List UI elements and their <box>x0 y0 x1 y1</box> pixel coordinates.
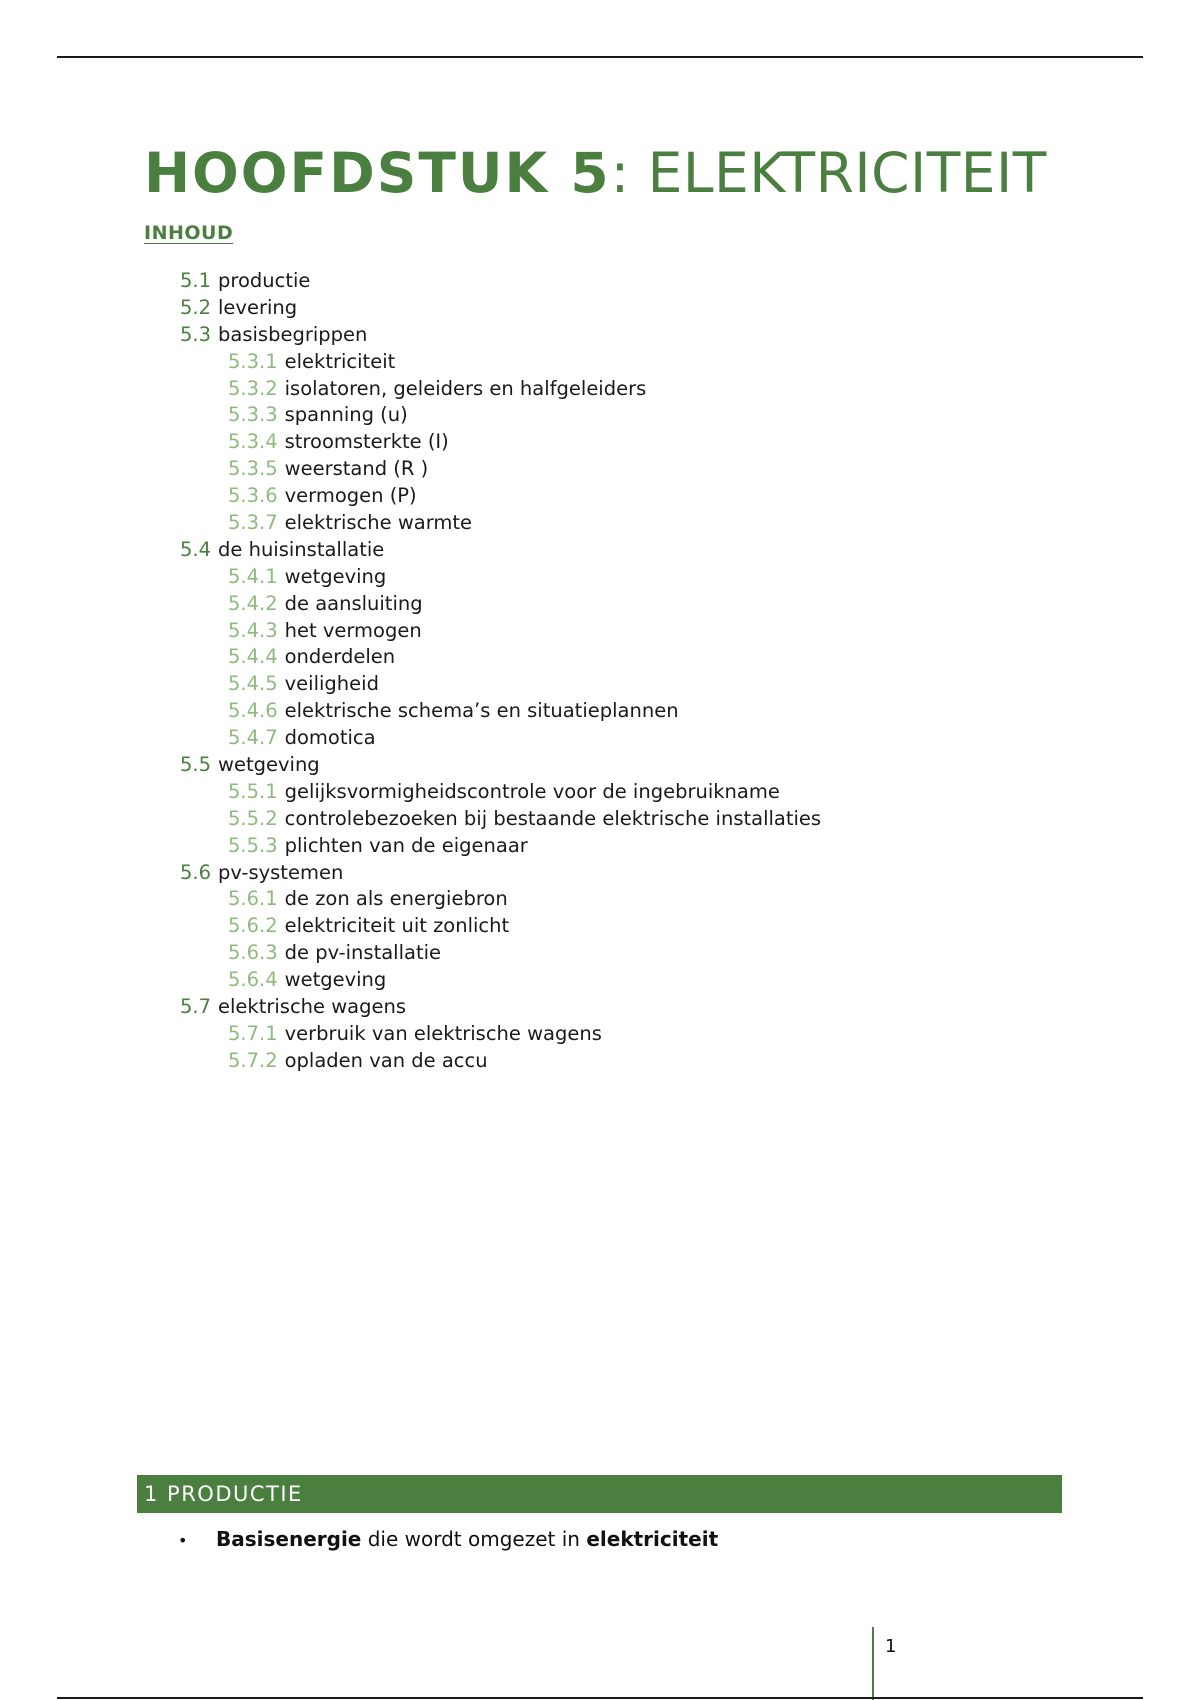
header-rule <box>57 56 1143 58</box>
toc-item-number: 5.2 <box>180 295 212 319</box>
toc-item-label: vermogen (P) <box>284 484 417 508</box>
toc-item-label: wetgeving <box>284 564 387 588</box>
toc-item-label: wetgeving <box>218 753 320 777</box>
toc-item-label: weerstand (R ) <box>284 457 429 481</box>
toc-item-number: 5.3.3 <box>228 403 278 427</box>
chapter-title-subject: : ELEKTRICITEIT <box>610 141 1047 205</box>
toc-item-number: 5.4.2 <box>228 591 278 615</box>
toc-item-label: elektriciteit uit zonlicht <box>284 914 510 938</box>
footer-divider <box>872 1627 874 1700</box>
toc-item-number: 5.7 <box>180 995 212 1019</box>
toc-item-number: 5.7.2 <box>228 1048 278 1072</box>
toc-item-label: de huisinstallatie <box>218 537 385 561</box>
bold-term: Basisenergie <box>216 1527 362 1551</box>
toc-item-label: de pv-installatie <box>284 941 442 965</box>
toc-item-label: spanning (u) <box>284 403 408 427</box>
toc-item[interactable] <box>0 886 1200 913</box>
chapter-title <box>144 138 1047 208</box>
toc-item[interactable] <box>0 295 1200 322</box>
toc-item[interactable] <box>0 779 1200 806</box>
toc-item[interactable] <box>0 967 1200 994</box>
toc-item[interactable] <box>0 1021 1200 1048</box>
toc-item-label: isolatoren, geleiders en halfgeleiders <box>284 376 647 400</box>
toc-item[interactable] <box>0 376 1200 403</box>
toc-item-label: elektrische wagens <box>218 995 407 1019</box>
toc-item-label: stroomsterkte (I) <box>284 430 449 454</box>
toc-item[interactable] <box>0 698 1200 725</box>
toc-item[interactable] <box>0 644 1200 671</box>
toc-item[interactable] <box>0 752 1200 779</box>
bold-term: elektriciteit <box>586 1527 719 1551</box>
toc-item-number: 5.4.6 <box>228 699 278 723</box>
toc-item-label: wetgeving <box>284 968 387 992</box>
toc-item-number: 5.3.2 <box>228 376 278 400</box>
toc-item-label: basisbegrippen <box>218 322 368 346</box>
toc-item-label: het vermogen <box>284 618 422 642</box>
toc-item-number: 5.3.7 <box>228 511 278 535</box>
toc-item[interactable] <box>0 994 1200 1021</box>
toc-item-number: 5.4.5 <box>228 672 278 696</box>
bullet-text: die wordt omgezet in <box>361 1527 587 1551</box>
toc-item-label: elektrische schema’s en situatieplannen <box>284 699 679 723</box>
toc-item[interactable] <box>0 833 1200 860</box>
toc-item[interactable] <box>0 268 1200 295</box>
toc-item-label: elektriciteit <box>284 349 396 373</box>
toc-item-number: 5.6.2 <box>228 914 278 938</box>
toc-item-label: domotica <box>284 726 376 750</box>
toc-item-number: 5.6.4 <box>228 968 278 992</box>
toc-item[interactable] <box>0 564 1200 591</box>
toc-item[interactable] <box>0 483 1200 510</box>
chapter-title-number: HOOFDSTUK 5 <box>144 141 611 205</box>
toc-item-number: 5.5.3 <box>228 833 278 857</box>
toc-item-label: productie <box>218 269 311 292</box>
toc-item-number: 5.4 <box>180 537 212 561</box>
toc-item-number: 5.5 <box>180 753 212 777</box>
footer-rule <box>57 1697 1143 1699</box>
toc-item-number: 5.4.3 <box>228 618 278 642</box>
section-heading-bar: 1 PRODUCTIE <box>137 1475 1062 1513</box>
toc-item-number: 5.4.1 <box>228 564 278 588</box>
toc-item-label: onderdelen <box>284 645 396 669</box>
toc-item[interactable] <box>0 1048 1200 1075</box>
toc-item-number: 5.3.1 <box>228 349 278 373</box>
toc-item-number: 5.3.6 <box>228 484 278 508</box>
toc-item-number: 5.3.4 <box>228 430 278 454</box>
toc-item[interactable] <box>0 618 1200 645</box>
toc-item[interactable] <box>0 349 1200 376</box>
toc-item[interactable] <box>0 725 1200 752</box>
toc-item-label: controlebezoeken bij bestaande elektrische installaties <box>284 806 822 830</box>
toc-item-number: 5.3 <box>180 322 212 346</box>
toc-item[interactable] <box>0 429 1200 456</box>
toc-item-number: 5.4.4 <box>228 645 278 669</box>
toc-item[interactable] <box>0 322 1200 349</box>
toc-item-label: de aansluiting <box>284 591 423 615</box>
toc-item-label: levering <box>218 295 298 319</box>
toc-item[interactable] <box>0 806 1200 833</box>
toc-item[interactable] <box>0 913 1200 940</box>
toc-item-label: de zon als energiebron <box>284 887 508 911</box>
toc-item-label: verbruik van elektrische wagens <box>284 1021 602 1045</box>
toc-item-number: 5.1 <box>180 269 212 292</box>
toc-item-label: opladen van de accu <box>284 1048 488 1072</box>
toc-item[interactable] <box>0 456 1200 483</box>
toc-item-label: pv-systemen <box>218 860 344 884</box>
toc-item[interactable] <box>0 860 1200 887</box>
toc-item-number: 5.6.1 <box>228 887 278 911</box>
toc-item[interactable] <box>0 671 1200 698</box>
toc-item[interactable] <box>0 591 1200 618</box>
table-of-contents <box>0 268 1200 1075</box>
toc-item-label: veiligheid <box>284 672 379 696</box>
toc-heading: INHOUD <box>144 222 234 244</box>
toc-item-number: 5.5.2 <box>228 806 278 830</box>
page-number: 1 <box>885 1636 897 1657</box>
toc-item[interactable] <box>0 537 1200 564</box>
toc-item-number: 5.5.1 <box>228 779 278 803</box>
toc-item-number: 5.3.5 <box>228 457 278 481</box>
bullet-item <box>178 1525 718 1555</box>
bullet-marker: • <box>178 1531 188 1550</box>
toc-item[interactable] <box>0 940 1200 967</box>
toc-item-label: elektrische warmte <box>284 511 473 535</box>
toc-item-number: 5.7.1 <box>228 1021 278 1045</box>
toc-item[interactable] <box>0 402 1200 429</box>
toc-item-label: plichten van de eigenaar <box>284 833 528 857</box>
toc-item-number: 5.4.7 <box>228 726 278 750</box>
toc-item-number: 5.6 <box>180 860 212 884</box>
toc-item-number: 5.6.3 <box>228 941 278 965</box>
toc-item-label: gelijksvormigheidscontrole voor de ingebruikname <box>284 779 780 803</box>
toc-item[interactable] <box>0 510 1200 537</box>
